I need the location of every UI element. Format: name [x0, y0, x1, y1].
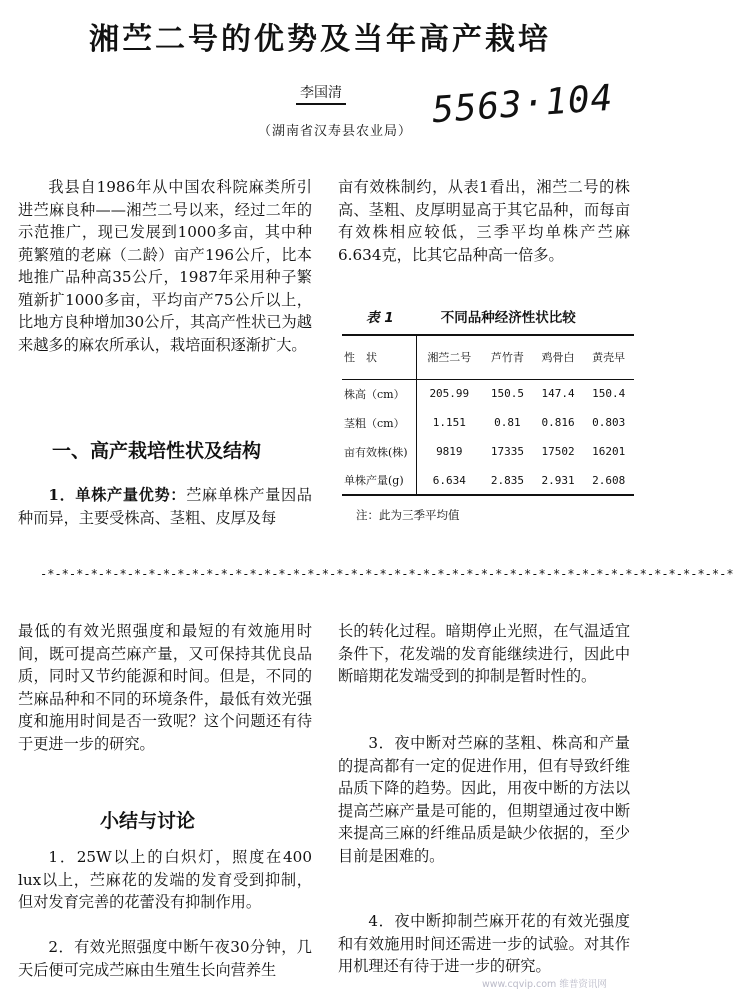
- table-row: [342, 379, 634, 408]
- table-cell: 株高（cm）: [342, 379, 416, 408]
- table-cell: 0.803: [592, 416, 626, 429]
- watermark: www.cqvip.com 维普资讯网: [482, 979, 607, 990]
- point1-text: 苎麻单株产量因品种而异，主要受株高、茎粗、皮厚及每: [18, 486, 312, 527]
- table-note: 注：此为三季平均值: [356, 508, 460, 522]
- table-row: [342, 408, 634, 437]
- section-heading-summary: 小结与讨论: [100, 810, 196, 832]
- table-title: 不同品种经济性状比较: [440, 310, 576, 326]
- table-cell: 147.4: [541, 387, 575, 401]
- summary-point-2: 2．有效光照强度中断午夜30分钟，几天后便可完成苎麻由生殖生长向营养生: [18, 938, 312, 979]
- table-cell: 0.81: [494, 416, 521, 429]
- table-cell: 205.99: [429, 387, 470, 401]
- point1-lead: 1．单株产量优势：: [48, 486, 187, 504]
- table-cell: 17502: [541, 445, 575, 458]
- section-heading-cultivation: 一、高产栽培性状及结构: [52, 440, 262, 462]
- intro-paragraph: 我县自1986年从中国农科院麻类所引进苎麻良种——湘苎二号以来，经过二年的示范推广，现已发展到1000多亩，其中种蔸繁殖的老麻（二龄）亩产196公斤，比本地推广品种高35公斤，1987年采用种子繁殖新扩1000多亩，平均亩产75公斤以上，比地方良种增加30公斤，其高产性状已为越来越多的麻农所承认，栽培面积逐渐扩大。: [18, 178, 312, 354]
- table-cell: 2.608: [592, 473, 626, 487]
- table-header-cell: 湘苎二号: [427, 351, 472, 365]
- table-row: [342, 437, 634, 466]
- table-cell: 17335: [490, 445, 524, 458]
- point1-paragraph: [18, 484, 312, 529]
- table-cell: 16201: [592, 445, 626, 458]
- summary-point-3: 3．夜中断对苎麻的茎粗、株高和产量的提高都有一定的促进作用，但有导致纤维品质下降的趋势。因此，用夜中断的方法以提高苎麻产量是可能的，但期望通过夜中断来提高三麻的纤维品质是缺少依据的，至少目前是困难的。: [338, 734, 630, 865]
- table-caption: [366, 306, 630, 326]
- table-cell: 150.5: [490, 387, 524, 401]
- table-cell: 1.151: [432, 416, 466, 429]
- article-divider: -*-*-*-*-*-*-*-*-*-*-*-*-*-*-*-*-*-*-*-*-*-*-*-*-*-*-*-*-*-*-*-*-*-*-*-*-*-*-*-*-*-*-*-*-*-*-*-*: [40, 567, 734, 581]
- table-cell: 150.4: [592, 387, 626, 401]
- author-affiliation: （湖南省汉寿县农业局）: [258, 124, 413, 139]
- summary-point-1: 1．25W以上的白炽灯，照度在400 lux以上，苎麻花的发端的发育受到抑制，但对发育完善的花蕾没有抑制作用。: [18, 848, 312, 911]
- table-row: [342, 466, 634, 495]
- table-number: 表 1: [366, 310, 394, 326]
- table-header-cell: 芦竹青: [490, 351, 524, 365]
- paper-title: 湘苎二号的优势及当年高产栽培: [89, 22, 551, 57]
- summary-point-4: 4．夜中断抑制苎麻开花的有效光强度和有效施用时间还需进一步的试验。对其作用机理还有待于进一步的研究。: [338, 912, 630, 975]
- table-cell: 2.835: [490, 473, 524, 487]
- table-cell: 2.931: [541, 473, 575, 487]
- summary-continued-paragraph: 长的转化过程。暗期停止光照，在气温适宜条件下，花发端的发育能继续进行，因此中断暗期花发端受到的抑制是暂时性的。: [338, 622, 630, 685]
- table-cell: 0.816: [541, 416, 575, 429]
- comparison-table: [342, 334, 634, 496]
- right-column-paragraph: 亩有效株制约，从表1看出，湘苎二号的株高、茎粗、皮厚明显高于其它品种，而每亩有效株相应较低，三季平均单株产苎麻6.634克，比其它品种高一倍多。: [338, 178, 630, 264]
- table-cell: 6.634: [432, 473, 466, 487]
- table-cell: 单株产量(g): [342, 466, 416, 495]
- table-cell: 茎粗（cm）: [342, 408, 416, 437]
- handwritten-number: 5563·104: [430, 77, 615, 132]
- table-cell: 9819: [436, 445, 463, 458]
- table-header-cell: 黄壳早: [592, 351, 626, 365]
- table-header-cell: 鸡骨白: [541, 351, 575, 365]
- continued-paragraph: 最低的有效光照强度和最短的有效施用时间，既可提高苎麻产量，又可保持其优良品质，同时又节约能源和时间。但是，不同的苎麻品种和不同的环境条件，最低有效光强度和施用时间是否一致呢？这个问题还有待于更进一步的研究。: [18, 622, 312, 753]
- author-name: 李国清: [296, 82, 346, 105]
- table-header-cell: 性 状: [342, 335, 416, 379]
- table-header-row: [342, 335, 634, 379]
- table-cell: 亩有效株(株): [342, 437, 416, 466]
